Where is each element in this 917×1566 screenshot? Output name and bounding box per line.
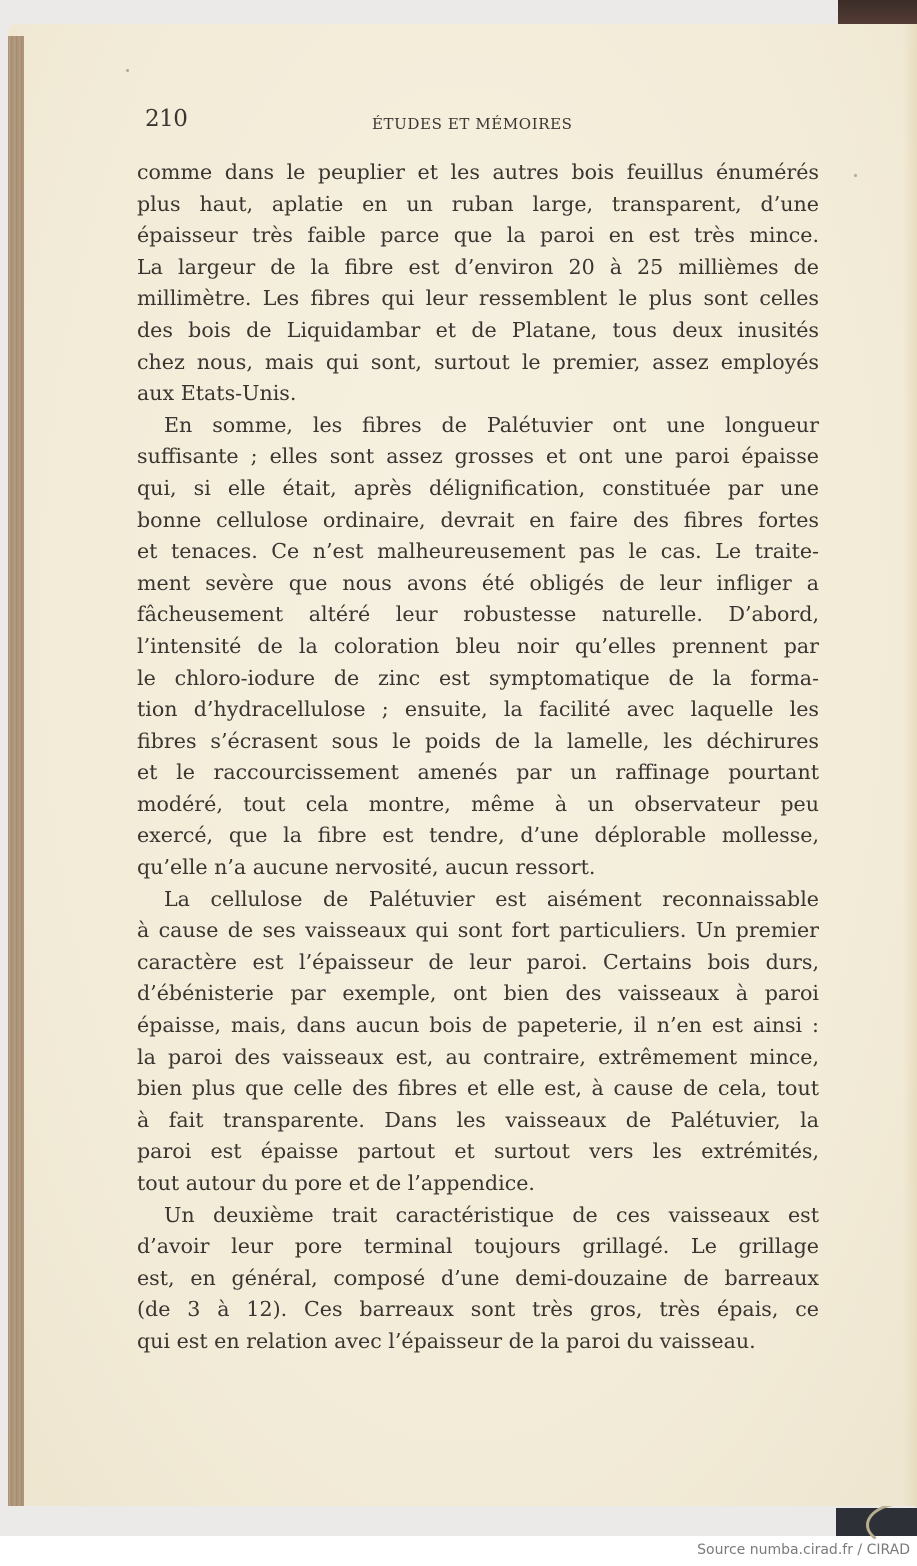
paper-speck bbox=[854, 174, 857, 177]
text-line: suffisante ; elles sont assez grosses et ont une paroi épaisse bbox=[137, 444, 819, 469]
text-line: millimètre. Les fibres qui leur ressemblent le plus sont celles bbox=[137, 286, 819, 311]
text-line: modéré, tout cela montre, même à un observateur peu bbox=[137, 791, 819, 816]
text-line: est, en général, composé d’une demi-douzaine de barreaux bbox=[137, 1265, 819, 1290]
text-line: fâcheusement altéré leur robustesse naturelle. D’abord, bbox=[137, 602, 819, 627]
text-line: qui est en relation avec l’épaisseur de la paroi du vaisseau. bbox=[137, 1328, 756, 1353]
running-header-title: ÉTUDES ET MÉMOIRES bbox=[372, 115, 573, 133]
text-line: En somme, les fibres de Palétuvier ont une longueur bbox=[164, 412, 819, 437]
page-number: 210 bbox=[145, 106, 188, 132]
paragraph bbox=[137, 157, 819, 410]
page-gutter-shade bbox=[903, 24, 917, 1506]
text-line: tion d’hydracellulose ; ensuite, la facilité avec laquelle les bbox=[137, 697, 819, 722]
text-line: comme dans le peuplier et les autres bois feuillus énumérés bbox=[137, 160, 819, 184]
paragraph bbox=[137, 410, 819, 884]
text-line: ment sevère que nous avons été obligés de leur infliger a bbox=[137, 570, 819, 595]
text-line: tout autour du pore et de l’appendice. bbox=[137, 1171, 535, 1195]
source-credit: Source numba.cirad.fr / CIRAD bbox=[697, 1542, 910, 1558]
text-line: l’intensité de la coloration bleu noir qu’elles prennent par bbox=[137, 633, 819, 658]
text-line: fibres s’écrasent sous le poids de la lamelle, les déchirures bbox=[137, 728, 819, 753]
text-line: plus haut, aplatie en un ruban large, transparent, d’une bbox=[137, 191, 819, 216]
paper-speck bbox=[126, 69, 129, 72]
text-line: épaisse, mais, dans aucun bois de papeterie, il n’en est ainsi : bbox=[137, 1013, 819, 1038]
text-line: chez nous, mais qui sont, surtout le premier, assez employés bbox=[137, 349, 819, 374]
text-line: caractère est l’épaisseur de leur paroi. Certains bois durs, bbox=[137, 949, 819, 974]
text-line: d’ébénisterie par exemple, ont bien des vaisseaux à paroi bbox=[137, 981, 819, 1006]
text-line: La cellulose de Palétuvier est aisément reconnaissable bbox=[164, 886, 819, 911]
paragraph bbox=[137, 884, 819, 1200]
text-line: qui, si elle était, après délignification, constituée par une bbox=[137, 475, 819, 500]
paragraph bbox=[137, 1200, 819, 1358]
text-line: bonne cellulose ordinaire, devrait en faire des fibres fortes bbox=[137, 507, 819, 532]
text-line: la paroi des vaisseaux est, au contraire, extrêmement mince, bbox=[137, 1044, 819, 1069]
text-line: à cause de ses vaisseaux qui sont fort particuliers. Un premier bbox=[137, 918, 819, 943]
text-line: d’avoir leur pore terminal toujours grillagé. Le grillage bbox=[137, 1234, 819, 1259]
text-line: des bois de Liquidambar et de Platane, tous deux inusités bbox=[137, 317, 819, 342]
text-line: La largeur de la fibre est d’environ 20 à 25 millièmes de bbox=[137, 254, 819, 279]
page-edge-stack bbox=[8, 36, 24, 1506]
text-line: exercé, que la fibre est tendre, d’une déplorable mollesse, bbox=[137, 823, 819, 848]
text-line: épaisseur très faible parce que la paroi en est très mince. bbox=[137, 223, 819, 248]
binding-corner-bottom bbox=[836, 1508, 917, 1536]
text-line: à fait transparente. Dans les vaisseaux de Palétuvier, la bbox=[137, 1107, 819, 1132]
text-line: et le raccourcissement amenés par un raffinage pourtant bbox=[137, 760, 819, 785]
text-line: le chloro-iodure de zinc est symptomatique de la forma- bbox=[137, 665, 819, 690]
text-line: Un deuxième trait caractéristique de ces vaisseaux est bbox=[164, 1202, 819, 1227]
text-line: qu’elle n’a aucune nervosité, aucun ressort. bbox=[137, 855, 596, 880]
text-line: paroi est épaisse partout et surtout vers les extrémités, bbox=[137, 1139, 819, 1164]
text-line: (de 3 à 12). Ces barreaux sont très gros, très épais, ce bbox=[137, 1297, 819, 1322]
text-line: aux Etats-Unis. bbox=[137, 381, 297, 406]
text-line: et tenaces. Ce n’est malheureusement pas le cas. Le traite- bbox=[137, 539, 819, 564]
body-text bbox=[137, 157, 819, 1358]
text-line: bien plus que celle des fibres et elle est, à cause de cela, tout bbox=[137, 1076, 819, 1101]
